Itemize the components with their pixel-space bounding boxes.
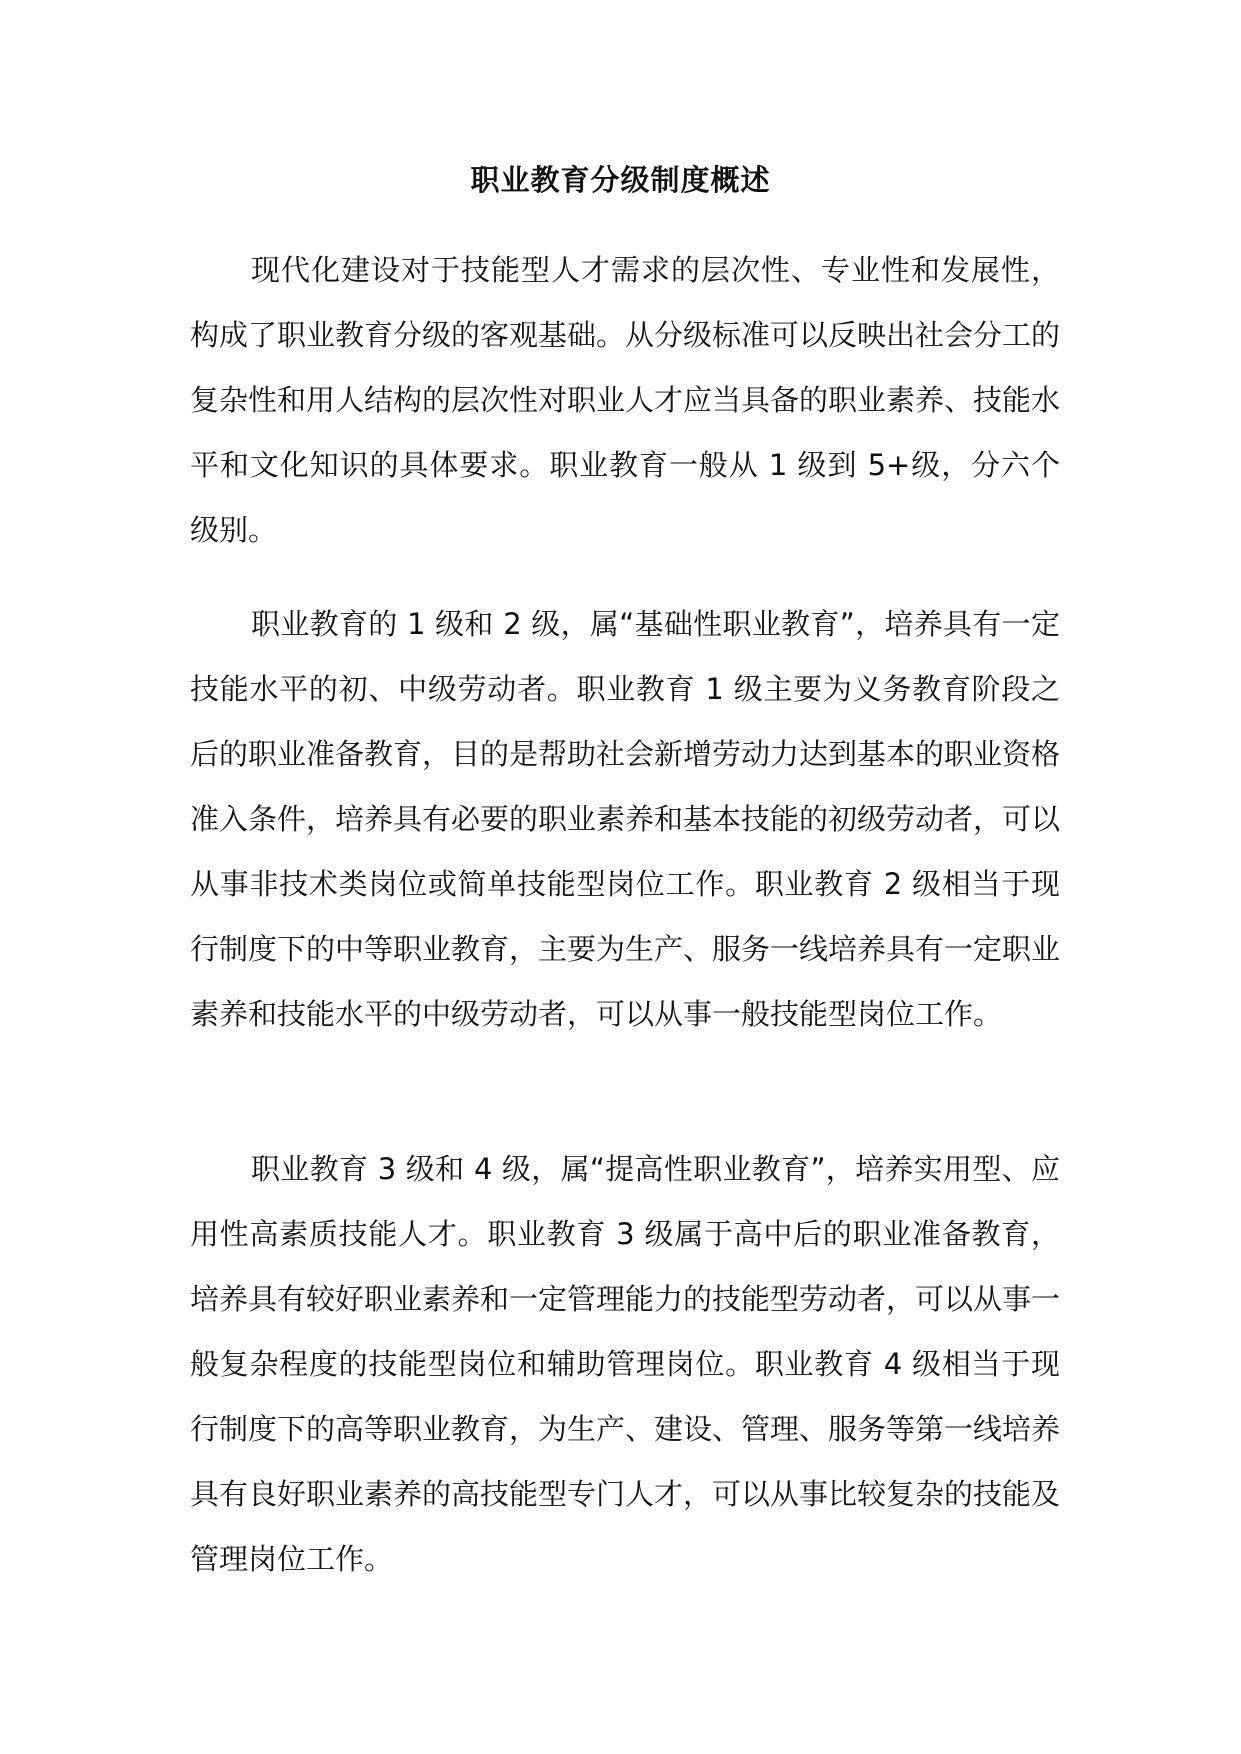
document-title: 职业教育分级制度概述	[470, 163, 771, 197]
paragraph-intro: 现代化建设对于技能型人才需求的层次性、专业性和发展性，构成了职业教育分级的客观基础。从分级标准可以反映出社会分工的复杂性和用人结构的层次性对职业人才应当具备的职业素养、技能水平和文化知识的具体要求。职业教育一般从 1 级到 5+级，分六个级别。	[190, 253, 1061, 547]
paragraph-level-3-4: 职业教育 3 级和 4 级，属“提高性职业教育”，培养实用型、应用性高素质技能人才。职业教育 3 级属于高中后的职业准备教育，培养具有较好职业素养和一定管理能力的技能型劳动者，可以从事一般复杂程度的技能型岗位和辅助管理岗位。职业教育 4 级相当于现行制度下的高等职业教育，为生产、建设、管理、服务等第一线培养具有良好职业素养的高技能型专门人才，可以从事比较复杂的技能及管理岗位工作。	[190, 1152, 1061, 1576]
paragraph-level-1-2: 职业教育的 1 级和 2 级，属“基础性职业教育”，培养具有一定技能水平的初、中级劳动者。职业教育 1 级主要为义务教育阶段之后的职业准备教育，目的是帮助社会新增劳动力达到基本的职业资格准入条件，培养具有必要的职业素养和基本技能的初级劳动者，可以从事非技术类岗位或简单技能型岗位工作。职业教育 2 级相当于现行制度下的中等职业教育，主要为生产、服务一线培养具有一定职业素养和技能水平的中级劳动者，可以从事一般技能型岗位工作。	[190, 607, 1061, 1031]
